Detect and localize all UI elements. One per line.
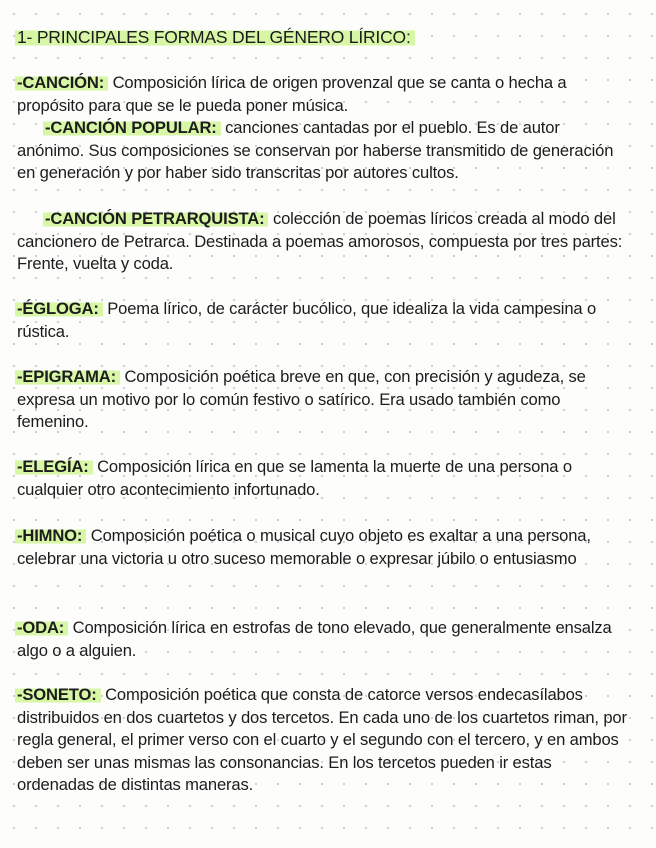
entry-term: -EPIGRAMA: — [15, 367, 120, 386]
page-title — [17, 26, 415, 48]
entry-definition: Poema lírico, de carácter bucólico, que idealiza la vida campesina o rústica. — [17, 299, 597, 341]
entry-egloga — [17, 298, 627, 343]
entry-term: -CANCIÓN PETRARQUISTA: — [43, 209, 268, 228]
entry-himno — [17, 525, 627, 570]
entry-soneto — [17, 684, 627, 797]
entry-term: -HIMNO: — [15, 526, 86, 545]
entry-term: -ÉGLOGA: — [15, 299, 103, 318]
entry-definition: Composición lírica en que se lamenta la muerte de una persona o cualquier otro acontecimiento infortunado. — [17, 457, 572, 499]
entry-epigrama — [17, 366, 627, 434]
entry-term: -ODA: — [15, 618, 68, 637]
entry-elegia — [17, 456, 627, 501]
entry-oda — [17, 617, 627, 662]
entry-definition: Composición lírica de origen provenzal que se canta o hecha a propósito para que se le pueda poner música. — [17, 73, 567, 115]
entry-definition: Composición poética que consta de catorce versos endecasílabos distribuidos en dos cuartetos y dos tercetos. En cada uno de los cuartetos riman, por regla general, el primer verso con el cuarto y el segundo con el tercero, y en ambos deben ser unas mismas las consonancias. En los tercetos pueden ir estas ordenadas de distintas maneras. — [17, 685, 627, 795]
entry-definition: canciones cantadas por el pueblo. Es de autor anónimo. Sus composiciones se conservan por haberse transmitido de generación en generación y por haber sido transcritas por autores cultos. — [17, 118, 614, 183]
entry-definition: Composición poética breve en que, con precisión y agudeza, se expresa un motivo por lo común festivo o satírico. Era usado también como femenino. — [17, 367, 586, 432]
entry-term: -CANCIÓN: — [15, 73, 108, 92]
title-highlight: 1- PRINCIPALES FORMAS DEL GÉNERO LÍRICO: — [15, 27, 415, 47]
entry-cancion-petrarquista — [17, 208, 627, 276]
entry-term: -SONETO: — [15, 685, 101, 704]
entry-definition: Composición poética o musical cuyo objeto es exaltar a una persona, celebrar una victoria u otro suceso memorable o expresar júbilo o entusiasmo — [17, 526, 591, 568]
entry-term: -CANCIÓN POPULAR: — [43, 118, 221, 137]
entry-definition: Composición lírica en estrofas de tono elevado, que generalmente ensalza algo o a alguien. — [17, 618, 612, 660]
entry-cancion-popular — [17, 117, 627, 185]
entry-definition: colección de poemas líricos creada al modo del cancionero de Petrarca. Destinada a poemas amorosos, compuesta por tres partes: Frente, vuelta y coda. — [17, 209, 623, 274]
entry-cancion — [17, 72, 627, 117]
entry-term: -ELEGÍA: — [15, 457, 93, 476]
